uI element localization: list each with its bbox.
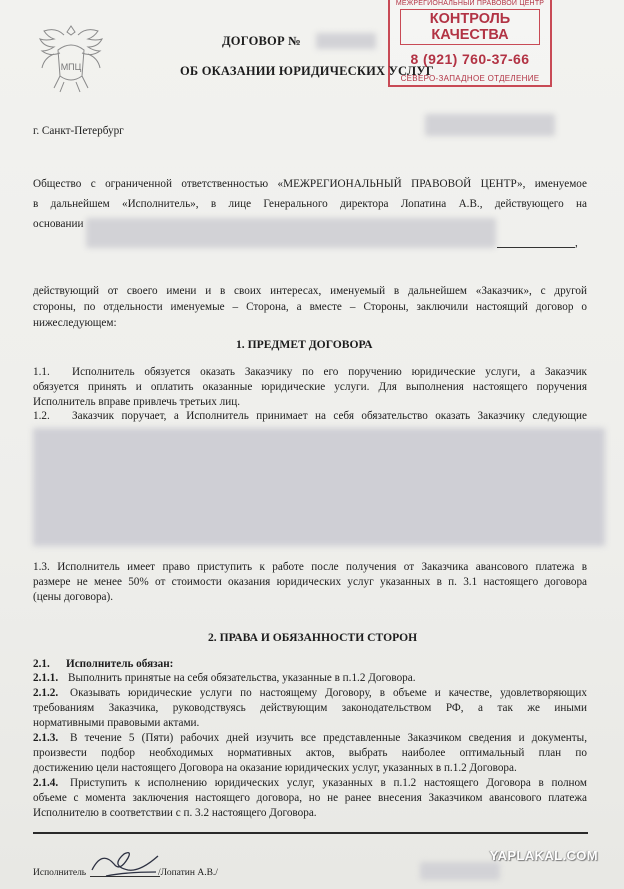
p212-number: 2.1.2. <box>33 687 59 699</box>
redacted-customer-signature <box>420 862 500 880</box>
intro-line-4: действующий от своего имени и в своих интересах, именуемый в дальнейшем «Заказчик», с другой <box>33 285 587 297</box>
contract-subject-title: ОБ ОКАЗАНИИ ЮРИДИЧЕСКИХ УСЛУГ <box>180 64 434 78</box>
p11-line-3: Исполнитель вправе привлечь третьих лиц. <box>33 396 240 408</box>
p13-line-1: 1.3. Исполнитель имеет право приступить к работе после получения от Заказчика авансового платежа в <box>33 561 587 573</box>
p212-line-1: Оказывать юридические услуги по настоящему Договору, в объеме и качестве, удовлетворяющих <box>70 687 587 699</box>
p212-line-3: нормативными правовыми актами. <box>33 717 200 729</box>
city-label: г. Санкт-Петербург <box>33 125 124 137</box>
p13-line-2: размере не менее 50% от стоимости оказания юридических услуг указанных в п. 3.1 настоящего договора <box>33 576 587 588</box>
company-logo <box>30 20 112 102</box>
stamp-top-text: МЕЖРЕГИОНАЛЬНЫЙ ПРАВОВОЙ ЦЕНТР <box>395 0 545 7</box>
double-headed-eagle-icon <box>30 20 112 102</box>
p11-number: 1.1. <box>33 366 50 378</box>
p13-line-3: (цены договора). <box>33 591 114 603</box>
redacted-services-list <box>33 428 605 546</box>
stamp-quality-text: КОНТРОЛЬ КАЧЕСТВА <box>400 9 540 45</box>
p12-number: 1.2. <box>33 410 50 422</box>
section-2-title: 2. ПРАВА И ОБЯЗАННОСТИ СТОРОН <box>208 631 418 644</box>
footer-divider <box>33 832 588 834</box>
p214-line-3: Исполнителю в соответствии с п. 3.2 настоящего Договора. <box>33 807 317 819</box>
redacted-basis <box>86 218 496 248</box>
executor-name: /Лопатин А.В./ <box>158 868 218 878</box>
intro-line-1: Общество с ограниченной ответственностью «МЕЖРЕГИОНАЛЬНЫЙ ПРАВОВОЙ ЦЕНТР», именуемое <box>33 178 587 190</box>
p11-line-2: обязуется принять и оплатить оказанные юридические услуги. Для выполнения настоящего поручения <box>33 381 587 393</box>
logo-text: МПЦ <box>60 62 82 72</box>
intro-line-6: нижеследующем: <box>33 317 117 329</box>
p213-line-1: В течение 5 (Пяти) рабочих дней изучить все представленные Заказчиком сведения и документы, <box>70 732 587 744</box>
intro-line-2: в дальнейшем «Исполнитель», в лице Генерального директора Лопатина А.В., действующего на <box>33 198 587 210</box>
contract-number-title: ДОГОВОР № <box>222 34 301 48</box>
p211-line-1: Выполнить принятые на себя обязательства, указанные в п.1.2 Договора. <box>68 672 416 684</box>
p213-line-2: произвести подбор необходимых нормативных актов, выбрать наиболее оптимальный план по <box>33 747 587 759</box>
p214-line-1: Приступить к исполнению юридических услуг, указанных в п.1.2 настоящего Договора в полном <box>70 777 587 789</box>
p214-line-2: объеме с момента заключения настоящего договора, но не ранее внесения Заказчиком авансового платежа <box>33 792 587 804</box>
section-1-title: 1. ПРЕДМЕТ ДОГОВОРА <box>236 338 373 351</box>
executor-label: Исполнитель <box>33 868 87 878</box>
p21-number: 2.1. <box>33 658 50 670</box>
stamp-branch: СЕВЕРО-ЗАПАДНОЕ ОТДЕЛЕНИЕ <box>400 74 540 83</box>
stamp-phone: 8 (921) 760-37-66 <box>410 51 530 67</box>
watermark: YAPLAKAL.COM <box>489 848 598 863</box>
p12-line-1: Заказчик поручает, а Исполнитель принимает на себя обязательство оказать Заказчику следующие <box>72 410 587 422</box>
p213-line-3: достижению цели настоящего Договора на оказание юридических услуг, указанных в п.1.2 Договора. <box>33 762 517 774</box>
p213-number: 2.1.3. <box>33 732 59 744</box>
redacted-date <box>425 114 555 136</box>
signature-icon <box>86 840 166 880</box>
p212-line-2: требованиям Заказчика, руководствуясь действующим законодательством РФ, а так же иными <box>33 702 587 714</box>
intro-line-3: основании <box>33 218 84 230</box>
p214-number: 2.1.4. <box>33 777 59 789</box>
intro-line-3-end: , <box>575 237 578 249</box>
p21-title: Исполнитель обязан: <box>66 658 174 670</box>
intro-line-5: стороны, по отдельности именуемые – Сторона, а вместе – Стороны, заключили настоящий договор о <box>33 301 587 313</box>
underline-field <box>497 247 575 248</box>
redacted-number <box>316 33 376 49</box>
p211-number: 2.1.1. <box>33 672 59 684</box>
p11-line-1: Исполнитель обязуется оказать Заказчику по его поручению юридические услуги, а Заказчик <box>72 366 587 378</box>
